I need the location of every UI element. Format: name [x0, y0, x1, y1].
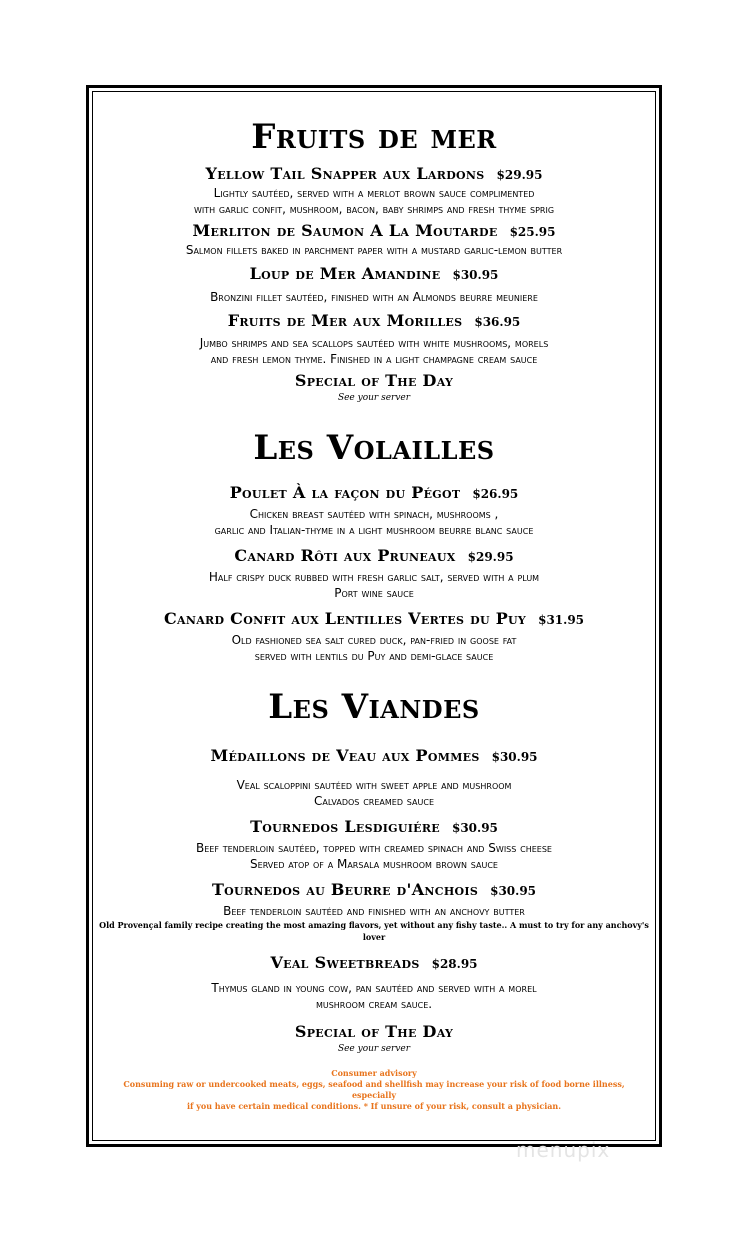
- dish-description: Thymus gland in young cow, pan sautéed and served with a morel: [211, 981, 537, 995]
- dish-price: $30.95: [491, 750, 538, 764]
- dish-description: Calvados creamed sauce: [313, 794, 434, 808]
- advisory-line: Consuming raw or undercooked meats, eggs, seafood and shellfish may increase your risk of food borne illness, especially: [123, 1079, 625, 1100]
- dish-name: Médaillons de Veau aux Pommes: [210, 746, 480, 765]
- dish-description: Half crispy duck rubbed with fresh garlic salt, served with a plum: [208, 570, 540, 584]
- dish-price: $28.95: [431, 957, 478, 971]
- dish-description: Salmon fillets baked in parchment paper with a mustard garlic-lemon butter: [185, 243, 563, 257]
- special-note: See your server: [337, 393, 411, 403]
- dish-description: with garlic confit, mushroom, bacon, baby shrimps and fresh thyme sprig: [193, 202, 555, 216]
- dish-header: [89, 483, 659, 504]
- dish-description: Beef tenderloin sautéed and finished with an anchovy butter: [223, 904, 525, 918]
- special-name: Special of The Day: [294, 371, 454, 390]
- dish-fineprint: Old Provençal family recipe creating the most amazing flavors, yet without any fishy taste.. A must to try for any anchovy's lover: [99, 920, 649, 942]
- dish-header: [89, 817, 659, 838]
- dish-price: $26.95: [472, 487, 519, 501]
- dish-price: $25.95: [509, 225, 556, 239]
- dish-header: [89, 546, 659, 567]
- dish-header: [89, 221, 659, 242]
- dish-price: $29.95: [467, 550, 514, 564]
- dish-description: and fresh lemon thyme. Finished in a light champagne cream sauce: [210, 352, 538, 366]
- dish-description: Lightly sautéed, served with a merlot brown sauce complimented: [213, 186, 535, 200]
- special-note: See your server: [337, 1044, 411, 1054]
- section-fruits-de-mer: [89, 116, 659, 405]
- section-title: Les Volailles: [253, 428, 495, 468]
- section-title: Les Viandes: [268, 687, 480, 727]
- special-name: Special of The Day: [294, 1022, 454, 1041]
- dish-description: garlic and Italian-thyme in a light mushroom beurre blanc sauce: [214, 523, 534, 537]
- dish-name: Poulet À la façon du Pégot: [229, 483, 461, 502]
- dish-description: Bronzini fillet sautéed, finished with an Almonds beurre meuniere: [210, 290, 538, 304]
- dish-header: [89, 746, 659, 767]
- menu-content: [89, 116, 659, 1112]
- special-of-the-day: [89, 371, 659, 391]
- dish-name: Yellow Tail Snapper aux Lardons: [205, 164, 485, 183]
- dish-name: Veal Sweetbreads: [270, 953, 420, 972]
- dish-header: [89, 609, 659, 630]
- menu-frame: [86, 85, 662, 1147]
- dish-header: [89, 880, 659, 901]
- dish-price: $31.95: [538, 613, 585, 627]
- advisory-line: if you have certain medical conditions. * If unsure of your risk, consult a physician.: [186, 1101, 562, 1111]
- dish-description: served with lentils du Puy and demi-glace sauce: [254, 649, 494, 663]
- dish-description: Beef tenderloin sautéed, topped with creamed spinach and Swiss cheese: [195, 841, 552, 855]
- dish-description: Port wine sauce: [334, 586, 414, 600]
- dish-price: $30.95: [452, 268, 499, 282]
- dish-description: mushroom cream sauce.: [315, 997, 433, 1011]
- dish-name: Canard Rôti aux Pruneaux: [234, 546, 456, 565]
- dish-description: Jumbo shrimps and sea scallops sautéed with white mushrooms, morels: [199, 336, 549, 350]
- dish-description: Chicken breast sautéed with spinach, mushrooms ,: [249, 507, 499, 521]
- dish-name: Merliton de Saumon A La Moutarde: [192, 221, 498, 240]
- dish-price: $29.95: [496, 168, 543, 182]
- dish-name: Loup de Mer Amandine: [249, 264, 441, 283]
- dish-header: [89, 264, 659, 285]
- section-title: Fruits de mer: [251, 117, 497, 157]
- dish-name: Tournedos Lesdiguiére: [250, 817, 440, 836]
- consumer-advisory: [89, 1068, 659, 1112]
- special-of-the-day: [89, 1022, 659, 1042]
- dish-header: [89, 953, 659, 974]
- section-les-viandes: [89, 686, 659, 1056]
- advisory-title: Consumer advisory: [331, 1068, 417, 1078]
- dish-price: $30.95: [490, 884, 537, 898]
- watermark: menupix: [516, 1138, 611, 1162]
- dish-description: Served atop of a Marsala mushroom brown sauce: [250, 857, 498, 871]
- dish-header: [89, 311, 659, 332]
- dish-header: [89, 164, 659, 185]
- dish-description: Veal scaloppini sautéed with sweet apple and mushroom: [236, 778, 512, 792]
- dish-price: $36.95: [474, 315, 521, 329]
- dish-price: $30.95: [451, 821, 498, 835]
- dish-description: Old fashioned sea salt cured duck, pan-fried in goose fat: [231, 633, 517, 647]
- dish-name: Canard Confit aux Lentilles Vertes du Puy: [163, 609, 527, 628]
- dish-name: Tournedos au Beurre d'Anchois: [211, 880, 479, 899]
- dish-name: Fruits de Mer aux Morilles: [227, 311, 463, 330]
- section-les-volailles: [89, 427, 659, 664]
